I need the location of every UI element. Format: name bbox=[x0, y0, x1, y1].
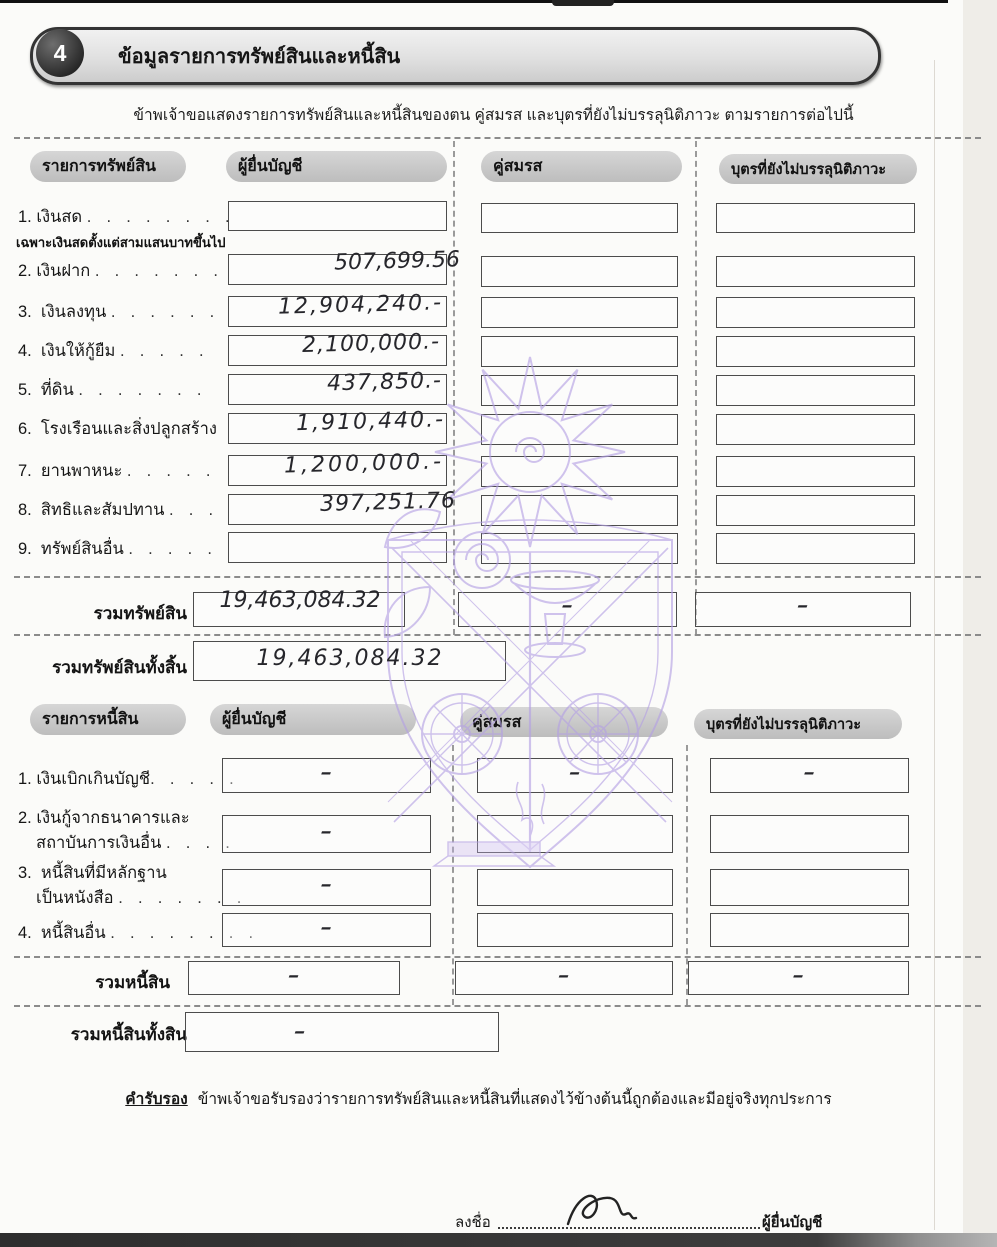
liability-label-text: เป็นหนังสือ bbox=[36, 889, 114, 907]
handwritten-dash: - bbox=[320, 763, 333, 782]
handwritten-value: 2,100,000.- bbox=[301, 329, 441, 358]
asset-row-label bbox=[18, 458, 213, 484]
dot-leader: . . . . . . . bbox=[94, 262, 220, 280]
liabilities-grand-total-label: รวมหนี้สินทั้งสิน bbox=[70, 1025, 187, 1044]
signature-mark bbox=[562, 1188, 654, 1232]
cash-note: เฉพาะเงินสดตั้งแต่สามแสนบาทขึ้นไป bbox=[16, 235, 226, 250]
asset-label-text: 7. ยานพาหนะ bbox=[18, 462, 123, 480]
handwritten-value: 507,699.56 bbox=[333, 247, 461, 276]
asset-label-text: 1. เงินสด bbox=[18, 208, 83, 226]
asset-declarant-field bbox=[228, 201, 447, 231]
liabilities-spouse-header bbox=[460, 707, 668, 737]
assets-column-divider-1 bbox=[453, 141, 455, 635]
dot-leader: . . . . . . . bbox=[78, 381, 204, 399]
asset-row-label bbox=[18, 536, 214, 562]
intro-text: ข้าพเจ้าขอแสดงรายการทรัพย์สินและหนี้สินของตน คู่สมรส และบุตรที่ยังไม่บรรลุนิติภาวะ ตามรายการต่อไปนี้ bbox=[133, 107, 854, 124]
divider-assets-total bbox=[14, 576, 981, 578]
asset-children-field bbox=[716, 456, 915, 487]
liabilities-children-header-label: บุตรที่ยังไม่บรรลุนิติภาวะ bbox=[706, 716, 862, 733]
asset-children-field bbox=[716, 336, 915, 367]
section-title: ข้อมูลรายการทรัพย์สินและหนี้สิน bbox=[118, 46, 401, 68]
signature-suffix: ผู้ยื่นบัญชี bbox=[762, 1214, 823, 1231]
handwritten-dash: - bbox=[797, 596, 809, 615]
handwritten-value: 397,251.76 bbox=[319, 488, 457, 517]
assets-total-label: รวมทรัพย์สิน bbox=[93, 604, 187, 623]
assets-grand-total-label: รวมทรัพย์สินทั้งสิ้น bbox=[52, 658, 187, 677]
section-number-badge bbox=[36, 29, 84, 77]
asset-row-label bbox=[18, 338, 206, 364]
dot-leader: . . . . . bbox=[119, 342, 206, 360]
asset-row-label bbox=[18, 497, 215, 523]
assets-children-header bbox=[719, 154, 917, 184]
asset-label-text: 2. เงินฝาก bbox=[18, 262, 91, 280]
handwritten-dash: - bbox=[792, 966, 805, 985]
asset-spouse-field bbox=[481, 297, 678, 328]
liability-label-text: 1. เงินเบิกเกินบัญชี bbox=[18, 770, 151, 788]
asset-row-label bbox=[18, 299, 216, 325]
handwritten-value: 437,850.- bbox=[326, 368, 443, 397]
asset-row-label bbox=[18, 416, 217, 442]
divider-liabilities-grand bbox=[14, 1005, 981, 1007]
asset-children-field bbox=[716, 297, 915, 328]
divider-liabilities-total bbox=[14, 956, 981, 958]
asset-label-text: 4. เงินให้กู้ยืม bbox=[18, 342, 116, 360]
asset-row-label bbox=[18, 204, 232, 230]
handwritten-dash: - bbox=[320, 918, 333, 937]
dot-leader: . . . . . . . bbox=[118, 889, 244, 907]
liability-label-text: สถาบันการเงินอื่น bbox=[36, 834, 162, 852]
scan-bottom-edge bbox=[0, 1233, 997, 1247]
dot-leader: . . . . . bbox=[150, 770, 236, 788]
certification-text: ข้าพเจ้าขอรับรองว่ารายการทรัพย์สินและหนี้สินที่แสดงไว้ข้างต้นนี้ถูกต้องและมีอยู่จริงทุกประการ bbox=[197, 1091, 832, 1108]
asset-spouse-field bbox=[481, 256, 678, 287]
asset-label-text: 5. ที่ดิน bbox=[18, 381, 74, 399]
assets-list-header bbox=[30, 151, 186, 182]
liabilities-list-header-label: รายการหนี้สิน bbox=[42, 711, 139, 728]
handwritten-dash: - bbox=[288, 966, 300, 985]
asset-spouse-field bbox=[481, 375, 678, 406]
handwritten-total: 19,463,084.32 bbox=[219, 588, 381, 613]
asset-label-text: 3. เงินลงทุน bbox=[18, 303, 107, 321]
handwritten-dash: - bbox=[561, 596, 574, 615]
liability-label-text: 2. เงินกู้จากธนาคารและ bbox=[18, 809, 190, 827]
liabilities-declarant-header-label: ผู้ยื่นบัญชี bbox=[222, 711, 287, 728]
handwritten-value: 12,904,240.- bbox=[277, 290, 444, 320]
liability-children-field bbox=[710, 913, 909, 947]
certification-heading: คำรับรอง bbox=[125, 1091, 188, 1108]
asset-label-text: 9. ทรัพย์สินอื่น bbox=[18, 540, 124, 558]
handwritten-dash: - bbox=[320, 822, 333, 841]
dot-leader: . . . . . . bbox=[110, 303, 217, 321]
handwritten-dash: - bbox=[803, 763, 816, 782]
assets-children-header-label: บุตรที่ยังไม่บรรลุนิติภาวะ bbox=[731, 161, 887, 178]
asset-declarant-field bbox=[228, 532, 447, 563]
asset-spouse-field bbox=[481, 336, 678, 367]
dot-leader: . . . . bbox=[165, 834, 232, 852]
asset-spouse-field bbox=[481, 414, 678, 445]
asset-children-field bbox=[716, 414, 915, 445]
asset-children-field bbox=[716, 256, 915, 287]
signature-prefix: ลงชื่อ bbox=[455, 1214, 491, 1231]
asset-spouse-field bbox=[481, 203, 678, 233]
handwritten-dash: - bbox=[569, 763, 581, 782]
scan-top-edge bbox=[0, 0, 948, 3]
liability-label-text: 4. หนี้สินอื่น bbox=[18, 924, 106, 942]
scan-fold-line bbox=[934, 60, 935, 1230]
liability-children-field bbox=[710, 815, 909, 853]
liabilities-list-header bbox=[30, 704, 186, 735]
handwritten-value: 1,910,440.- bbox=[295, 407, 446, 437]
dot-leader: . . . . . . . . bbox=[110, 924, 256, 942]
liabilities-declarant-header bbox=[210, 704, 416, 735]
asset-children-field bbox=[716, 203, 915, 233]
handwritten-dash: - bbox=[558, 966, 570, 985]
liabilities-children-header bbox=[694, 709, 902, 739]
certification bbox=[0, 1086, 957, 1111]
asset-children-field bbox=[716, 375, 915, 406]
asset-label-text: 6. โรงเรือนและสิ่งปลูกสร้าง bbox=[18, 420, 217, 438]
liabilities-total-label: รวมหนี้สิน bbox=[95, 973, 170, 992]
liabilities-spouse-header-label: คู่สมรส bbox=[472, 713, 522, 731]
handwritten-dash: - bbox=[320, 875, 333, 894]
asset-children-field bbox=[716, 533, 915, 564]
asset-children-field bbox=[716, 495, 915, 526]
assets-declarant-header-label: ผู้ยื่นบัญชี bbox=[238, 158, 303, 175]
assets-spouse-header-label: คู่สมรส bbox=[493, 158, 543, 175]
assets-spouse-header bbox=[481, 151, 682, 182]
dot-leader: . . . . . bbox=[128, 540, 214, 558]
handwritten-dash: - bbox=[294, 1022, 306, 1041]
dot-leader: . . . . . . . . bbox=[86, 208, 232, 226]
dot-leader: . . . . . bbox=[126, 462, 213, 480]
divider-top bbox=[14, 137, 981, 139]
asset-label-text: 8. สิทธิและสัมปทาน bbox=[18, 501, 165, 519]
scan-smudge bbox=[552, 0, 614, 6]
handwritten-value: 1,200,000.- bbox=[283, 449, 445, 479]
assets-list-header-label: รายการทรัพย์สิน bbox=[42, 158, 156, 175]
asset-spouse-field bbox=[481, 495, 678, 526]
liability-label-text: 3. หนี้สินที่มีหลักฐาน bbox=[18, 864, 167, 882]
liability-children-field bbox=[710, 869, 909, 906]
asset-spouse-field bbox=[481, 533, 678, 564]
assets-declarant-header bbox=[226, 151, 447, 182]
dot-leader: . . . bbox=[169, 501, 216, 519]
asset-spouse-field bbox=[481, 456, 678, 487]
page-right-edge bbox=[963, 0, 997, 1247]
handwritten-grand-total: 19,463,084.32 bbox=[256, 646, 444, 671]
section-number: 4 bbox=[53, 39, 67, 66]
asset-row-label bbox=[18, 377, 204, 403]
divider-assets-grand bbox=[14, 634, 981, 636]
assets-column-divider-2 bbox=[695, 141, 697, 635]
asset-row-label bbox=[18, 258, 220, 284]
